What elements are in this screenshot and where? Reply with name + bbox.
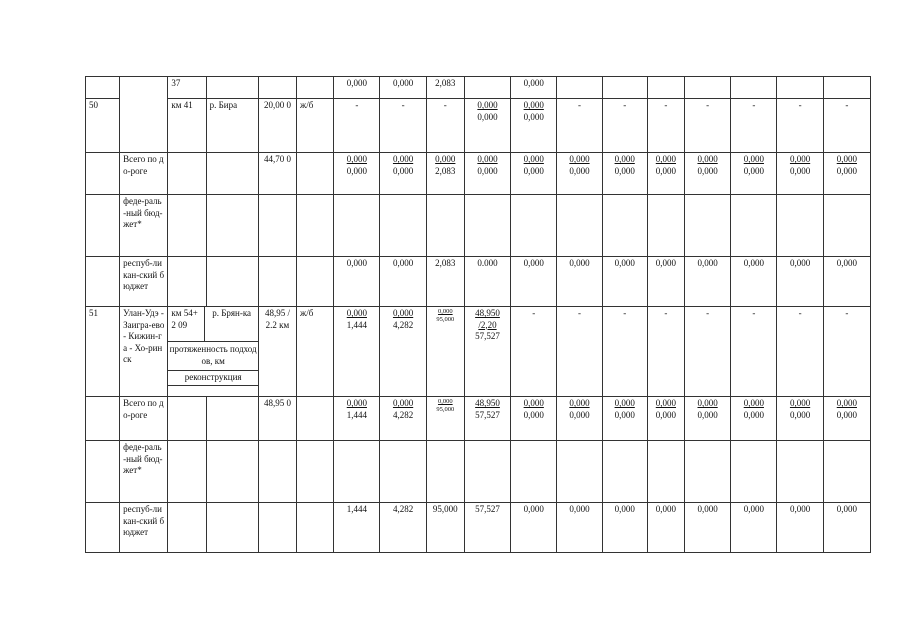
value-top: 0,000	[569, 398, 590, 408]
cell-label: Всего по до-роге	[120, 397, 168, 441]
table-row-federal	[86, 441, 871, 503]
cell	[168, 503, 206, 553]
cell-dash: -	[557, 307, 602, 397]
cell-label: феде-раль-ный бюд-жет*	[120, 441, 168, 503]
value-top: 0,000	[836, 154, 857, 164]
cell-bridge-info	[168, 307, 258, 397]
value-bottom: 0,000	[655, 165, 677, 176]
cell	[426, 195, 464, 257]
cell	[511, 441, 557, 503]
cell-pair	[684, 153, 730, 195]
cell	[731, 441, 777, 503]
value-top: 0,000	[743, 154, 764, 164]
cell	[297, 257, 334, 307]
cell	[86, 257, 120, 307]
cell-value: 95,000	[426, 503, 464, 553]
cell	[86, 441, 120, 503]
cell-pair	[511, 397, 557, 441]
cell	[258, 195, 296, 257]
value-top: 0,000	[789, 154, 811, 164]
table-row-total	[86, 397, 871, 441]
cell-pair	[426, 397, 464, 441]
cell-label: респуб-ликан-ский бюджет	[120, 503, 168, 553]
value-top: 0,000	[523, 100, 544, 110]
cell-road: Улан-Удэ - Заигра-ево - Кижин-га - Хо-ринск	[120, 307, 168, 397]
cell-pair	[777, 397, 823, 441]
value-bottom: 0,000	[697, 165, 718, 176]
value-top: 0,000	[743, 398, 764, 408]
cell-label: респуб-ликан-ский бюджет	[120, 257, 168, 307]
cell-dash: -	[511, 307, 557, 397]
cell	[258, 503, 296, 553]
cell-pair	[823, 397, 870, 441]
cell	[602, 441, 647, 503]
cell-dash: -	[647, 307, 684, 397]
value-bottom: 1,444	[346, 319, 367, 330]
cell	[731, 77, 777, 99]
table-row-federal	[86, 195, 871, 257]
value-top: 0,000	[477, 100, 498, 110]
value-bottom: 0,000	[697, 409, 718, 420]
cell-value: 2,083	[426, 257, 464, 307]
cell-pair	[426, 307, 464, 397]
cell-pair	[464, 397, 510, 441]
cell	[297, 77, 334, 99]
value-top: 0,000	[392, 308, 414, 318]
value-top: 0,000	[614, 398, 635, 408]
cell-value: 0,000	[731, 257, 777, 307]
cell-type: ж/б	[297, 307, 334, 397]
cell-dash: -	[602, 307, 647, 397]
value-bottom: 0,000	[392, 165, 414, 176]
value-top: 0,000	[523, 398, 544, 408]
cell	[258, 257, 296, 307]
cell-dash: -	[557, 99, 602, 153]
value-bottom: 0,000	[569, 165, 590, 176]
cell-pair	[380, 397, 426, 441]
value-top: 0,000	[346, 398, 367, 408]
cell-value: 1,444	[334, 503, 380, 553]
value-bottom: 0,000	[743, 409, 764, 420]
cell-value: 0,000	[647, 257, 684, 307]
value-bottom: 0,000	[789, 165, 811, 176]
cell	[647, 441, 684, 503]
cell-dash: -	[777, 307, 823, 397]
cell-pair	[380, 307, 426, 397]
cell-value	[464, 99, 510, 153]
cell	[297, 153, 334, 195]
cell-pair	[426, 153, 464, 195]
cell	[823, 441, 870, 503]
cell-value: 0,000	[823, 503, 870, 553]
cell-value	[511, 99, 557, 153]
value-top: 0,000	[437, 398, 453, 405]
cell-num: 51	[86, 307, 120, 397]
cell-value: 2,083	[426, 77, 464, 99]
cell-km: км 54+2 09	[168, 307, 205, 341]
cell-dash: -	[380, 99, 426, 153]
cell	[647, 195, 684, 257]
cell-value: 0.000	[464, 257, 510, 307]
cell-pair	[464, 153, 510, 195]
table-row-continuation	[86, 77, 871, 99]
value-top: 0,000	[789, 398, 811, 408]
cell-pair	[647, 397, 684, 441]
cell-dash: -	[684, 307, 730, 397]
cell	[823, 195, 870, 257]
value-top: 0,000	[697, 398, 718, 408]
cell-dash: -	[823, 307, 870, 397]
cell-pair	[684, 397, 730, 441]
cell	[823, 77, 870, 99]
value-top: 0,000	[392, 398, 414, 408]
value-bottom: 1,444	[346, 409, 367, 420]
cell	[206, 441, 258, 503]
cell	[86, 195, 120, 257]
cell	[86, 397, 120, 441]
value-top: 48,950	[475, 308, 500, 318]
cell-river: р. Бира	[206, 99, 258, 153]
cell-value: 0,000	[380, 257, 426, 307]
cell-value: 0,000	[511, 503, 557, 553]
cell-pair	[334, 307, 380, 397]
cell-pair	[602, 397, 647, 441]
cell	[258, 77, 296, 99]
value-top: 0,000	[569, 154, 590, 164]
cell	[86, 503, 120, 553]
sub-approaches: протяженность подходов, км	[168, 341, 258, 367]
cell-pair	[557, 153, 602, 195]
cell	[297, 503, 334, 553]
cell	[258, 441, 296, 503]
cell	[380, 195, 426, 257]
cell	[334, 441, 380, 503]
table-row-50	[86, 99, 871, 153]
value-bottom: 0,000	[346, 165, 367, 176]
value-bottom: 57,527	[475, 409, 500, 420]
value-bottom: 0,000	[743, 165, 764, 176]
cell-num: 50	[86, 99, 120, 153]
value-bottom: 0,000	[614, 165, 635, 176]
value-top: 0,000	[655, 154, 677, 164]
value-bottom: 0,000	[836, 165, 857, 176]
cell	[334, 195, 380, 257]
cell	[206, 153, 258, 195]
cell-label: Всего по до-роге	[120, 153, 168, 195]
value-top: 0,000	[435, 154, 456, 164]
value-bottom: 0,000	[477, 111, 498, 122]
cell	[86, 153, 120, 195]
cell	[777, 195, 823, 257]
cell	[464, 441, 510, 503]
cell	[464, 77, 510, 99]
table-row-51	[86, 307, 871, 397]
cell	[647, 77, 684, 99]
cell	[206, 195, 258, 257]
value-bottom: 0,000	[523, 111, 544, 122]
value-bottom: 95,000	[436, 316, 455, 323]
value-bottom: 4,282	[392, 319, 414, 330]
cell	[731, 195, 777, 257]
value-bottom: 0,000	[477, 165, 498, 176]
value-bottom: 2,083	[435, 165, 456, 176]
cell	[557, 195, 602, 257]
cell-value: 0,000	[511, 77, 557, 99]
cell	[557, 77, 602, 99]
value-top: 0,000	[655, 398, 677, 408]
cell-value: 0,000	[777, 257, 823, 307]
cell	[297, 441, 334, 503]
cell-dash: -	[823, 99, 870, 153]
cell-label: феде-раль-ный бюд-жет*	[120, 195, 168, 257]
value-top: 0,000	[346, 308, 367, 318]
cell-pair	[823, 153, 870, 195]
cell	[684, 441, 730, 503]
cell	[168, 257, 206, 307]
value-top: 0,000	[477, 154, 498, 164]
cell	[777, 441, 823, 503]
cell	[297, 397, 334, 441]
value-bottom: 95,000	[436, 406, 455, 413]
cell-pair	[731, 153, 777, 195]
cell-pair	[334, 397, 380, 441]
value-top: 0,000	[437, 308, 453, 315]
cell	[206, 257, 258, 307]
cell	[168, 195, 206, 257]
cell-pair	[602, 153, 647, 195]
cell	[168, 397, 206, 441]
cell-value: 0,000	[823, 257, 870, 307]
cell-value: 0,000	[731, 503, 777, 553]
cell-value: 0,000	[334, 77, 380, 99]
cell	[120, 77, 168, 99]
cell-dash: -	[777, 99, 823, 153]
cell-length: 48,95 0	[258, 397, 296, 441]
cell-value: 4,282	[380, 503, 426, 553]
cell-value: 0,000	[602, 503, 647, 553]
cell-pair	[380, 153, 426, 195]
cell-value: 0,000	[380, 77, 426, 99]
cell-pair	[647, 153, 684, 195]
cell-value: 0,000	[684, 503, 730, 553]
value-bottom: 0,000	[523, 409, 544, 420]
cell-pair	[334, 153, 380, 195]
cell-value: 0,000	[684, 257, 730, 307]
budget-table	[85, 76, 871, 553]
cell-length: 44,70 0	[258, 153, 296, 195]
cell-pair	[557, 397, 602, 441]
value-top: 0,000	[697, 154, 718, 164]
cell	[168, 441, 206, 503]
cell	[602, 77, 647, 99]
cell	[684, 195, 730, 257]
cell	[380, 441, 426, 503]
cell-pair	[464, 307, 510, 397]
cell-pair	[731, 397, 777, 441]
cell-dash: -	[426, 99, 464, 153]
cell-type: ж/б	[297, 99, 334, 153]
cell	[684, 77, 730, 99]
cell-dash: -	[731, 99, 777, 153]
cell-value: 0,000	[557, 257, 602, 307]
cell	[777, 77, 823, 99]
table-row-republic	[86, 503, 871, 553]
table-row-republic	[86, 257, 871, 307]
cell-length: 20,00 0	[258, 99, 296, 153]
cell-dash: -	[647, 99, 684, 153]
cell-road	[120, 99, 168, 153]
cell-dash: -	[731, 307, 777, 397]
value-bottom: 0,000	[614, 409, 635, 420]
cell	[557, 441, 602, 503]
value-top: 0,000	[523, 154, 544, 164]
cell-value: 0,000	[334, 257, 380, 307]
value-top: 0,000	[346, 154, 367, 164]
value-bottom: 0,000	[789, 409, 811, 420]
cell-length: 48,95 / 2.2 км	[258, 307, 296, 397]
value-bottom: 0,000	[523, 165, 544, 176]
cell-river: р. Брян-ка	[212, 308, 252, 318]
cell-km: 37	[168, 77, 206, 99]
value-bottom: 57,527	[475, 331, 500, 341]
table-row-total	[86, 153, 871, 195]
cell	[464, 195, 510, 257]
cell-dash: -	[334, 99, 380, 153]
cell-value: 0,000	[511, 257, 557, 307]
cell-value: 0,000	[557, 503, 602, 553]
cell	[206, 503, 258, 553]
value-top: 0,000	[836, 398, 857, 408]
cell	[86, 77, 120, 99]
cell-value: 0,000	[647, 503, 684, 553]
cell	[297, 195, 334, 257]
cell-dash: -	[684, 99, 730, 153]
value-bottom: 4,282	[392, 409, 414, 420]
cell	[206, 77, 258, 99]
sub-reconstruction: реконструкция	[168, 370, 258, 386]
cell-pair	[777, 153, 823, 195]
value-top: 0,000	[392, 154, 414, 164]
cell	[602, 195, 647, 257]
value-bottom: 0,000	[836, 409, 857, 420]
value-bottom: 0,000	[655, 409, 677, 420]
cell-dash: -	[602, 99, 647, 153]
cell-value: 57,527	[464, 503, 510, 553]
value-top: 48,950	[475, 398, 500, 408]
value-mid: /2,20	[478, 319, 497, 330]
cell	[426, 441, 464, 503]
cell-pair	[511, 153, 557, 195]
cell-value: 0,000	[602, 257, 647, 307]
cell	[168, 153, 206, 195]
value-bottom: 0,000	[569, 409, 590, 420]
cell-value: 0,000	[777, 503, 823, 553]
cell-km: км 41	[168, 99, 206, 153]
cell	[511, 195, 557, 257]
value-top: 0,000	[614, 154, 635, 164]
cell	[206, 397, 258, 441]
